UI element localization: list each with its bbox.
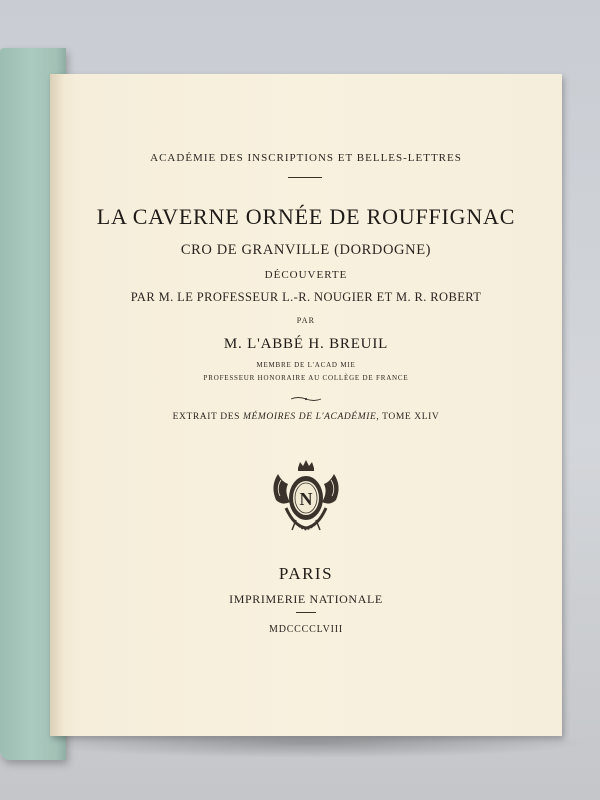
publication-city: PARIS [278, 564, 334, 583]
discoverers-line: PAR M. LE PROFESSEUR L.-R. NOUGIER ET M. R. ROBERT [130, 290, 482, 304]
author-name: M. L'ABBÉ H. BREUIL [223, 336, 389, 352]
extract-prefix: EXTRAIT DES [172, 412, 243, 422]
publisher: IMPRIMERIE NATIONALE [229, 592, 383, 606]
subtitle: CRO DE GRANVILLE (DORDOGNE) [180, 242, 432, 258]
academy-heading: ACADÉMIE DES INSCRIPTIONS ET BELLES-LETTRES [150, 152, 462, 164]
ornament-divider-icon [290, 396, 322, 402]
decouverte-label: DÉCOUVERTE [264, 269, 348, 281]
title-page [50, 74, 562, 736]
divider-rule [296, 612, 316, 613]
author-role-member: MEMBRE DE L'ACAD MIE [256, 361, 356, 369]
imperial-eagle-emblem-icon [266, 456, 346, 536]
divider-rule [288, 177, 322, 178]
emblem-letter: N [299, 489, 313, 509]
par-label: PAR [296, 316, 316, 325]
author-role-professor: PROFESSEUR HONORAIRE AU COLLÈGE DE FRANCE [203, 374, 409, 382]
extract-memoires: MÉMOIRES DE L'ACADÉMIE [242, 412, 377, 422]
extract-line [50, 412, 562, 422]
publication-year: MDCCCCLVIII [269, 624, 343, 635]
main-title: LA CAVERNE ORNÉE DE ROUFFIGNAC [96, 204, 516, 229]
extract-suffix: , TOME XLIV [376, 412, 440, 422]
